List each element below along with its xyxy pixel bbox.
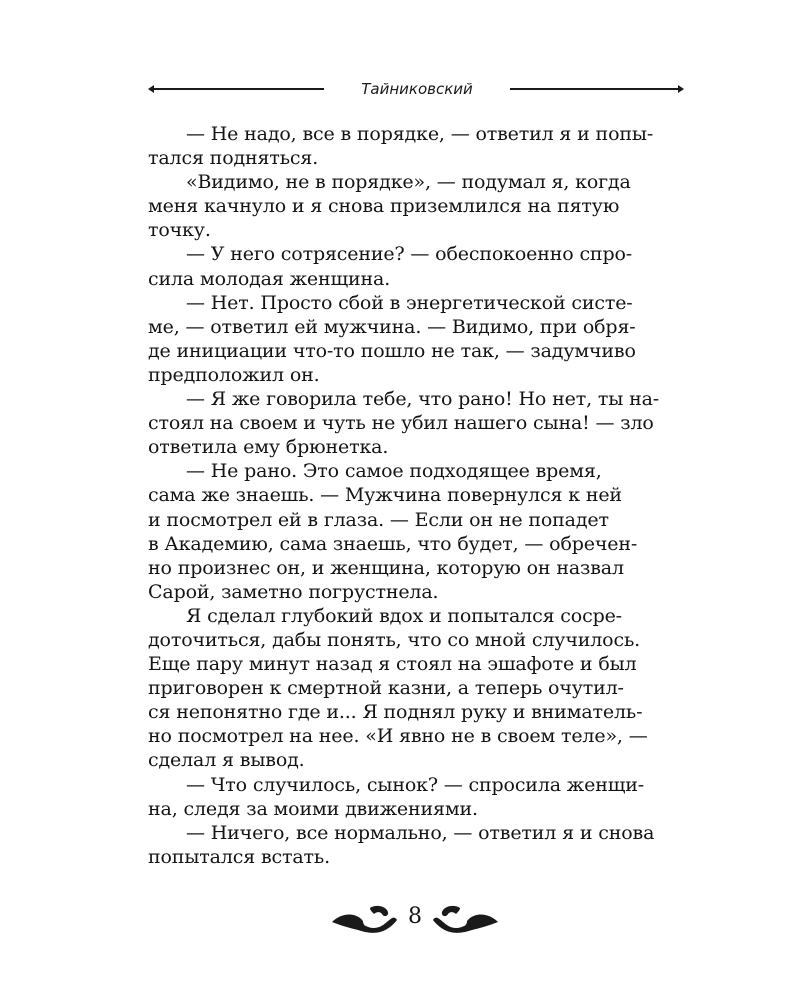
right-scroll-ornament-icon (430, 900, 500, 936)
right-arrow-icon (678, 85, 684, 93)
header-rule-right (510, 88, 678, 90)
text-line: и посмотрел ей в глаза. — Если он не попадет (148, 508, 609, 531)
text-line: приговорен к смертной казни, а теперь очутил- (148, 677, 624, 700)
text-line: ся непонятно где и... Я поднял руку и вниматель- (148, 701, 643, 724)
text-line: на, следя за моими движениями. (148, 797, 478, 820)
text-line: предположил он. (148, 363, 320, 386)
page-number: 8 (408, 904, 422, 929)
text-line: сила молодая женщина. (148, 267, 391, 290)
text-line: доточиться, дабы понять, что со мной случилось. (148, 628, 641, 651)
text-line: — Не рано. Это самое подходящее время, (186, 460, 602, 483)
text-line: меня качнуло и я снова приземлился на пятую (148, 195, 620, 218)
text-line: — Нет. Просто сбой в энергетической систе- (186, 291, 633, 314)
text-line: Я сделал глубокий вдох и попытался сосре- (186, 604, 622, 627)
text-line: — Я же говорила тебе, что рано! Но нет, ты на- (186, 388, 660, 411)
text-line: стоял на своем и чуть не убил нашего сына! — зло (148, 412, 654, 435)
left-scroll-ornament-icon (330, 900, 400, 936)
running-title: Тайниковский (361, 80, 473, 98)
text-line: — Что случилось, сынок? — спросила женщи- (186, 773, 645, 796)
text-line: Еще пару минут назад я стоял на эшафоте и был (148, 653, 637, 676)
text-line: тался подняться. (148, 147, 319, 170)
text-line: в Академию, сама знаешь, что будет, — обречен- (148, 532, 638, 555)
text-line: «Видимо, не в порядке», — подумал я, когда (186, 171, 631, 194)
text-line: — Не надо, все в порядке, — ответил я и попы- (186, 123, 654, 145)
text-line: попытался встать. (148, 845, 330, 868)
text-line: но произнес он, и женщина, которую он назвал (148, 556, 624, 579)
page-footer (330, 898, 500, 938)
body-text (148, 122, 684, 869)
text-line: Сарой, заметно погрустнела. (148, 580, 439, 603)
text-line: де инициации что-то пошло не так, — задумчиво (148, 339, 636, 362)
text-line: точку. (148, 219, 211, 242)
text-line: но посмотрел на нее. «И явно не в своем теле», — (148, 725, 648, 748)
text-line: сделал я вывод. (148, 749, 305, 772)
header-rule-left (152, 88, 324, 90)
text-line: ответила ему брюнетка. (148, 436, 389, 459)
text-line: — У него сотрясение? — обеспокоенно спро- (186, 243, 633, 266)
running-header (148, 78, 684, 100)
text-line: ме, — ответил ей мужчина. — Видимо, при обря- (148, 315, 636, 338)
text-line: сама же знаешь. — Мужчина повернулся к ней (148, 484, 622, 507)
text-line: — Ничего, все нормально, — ответил я и снова (186, 821, 655, 844)
